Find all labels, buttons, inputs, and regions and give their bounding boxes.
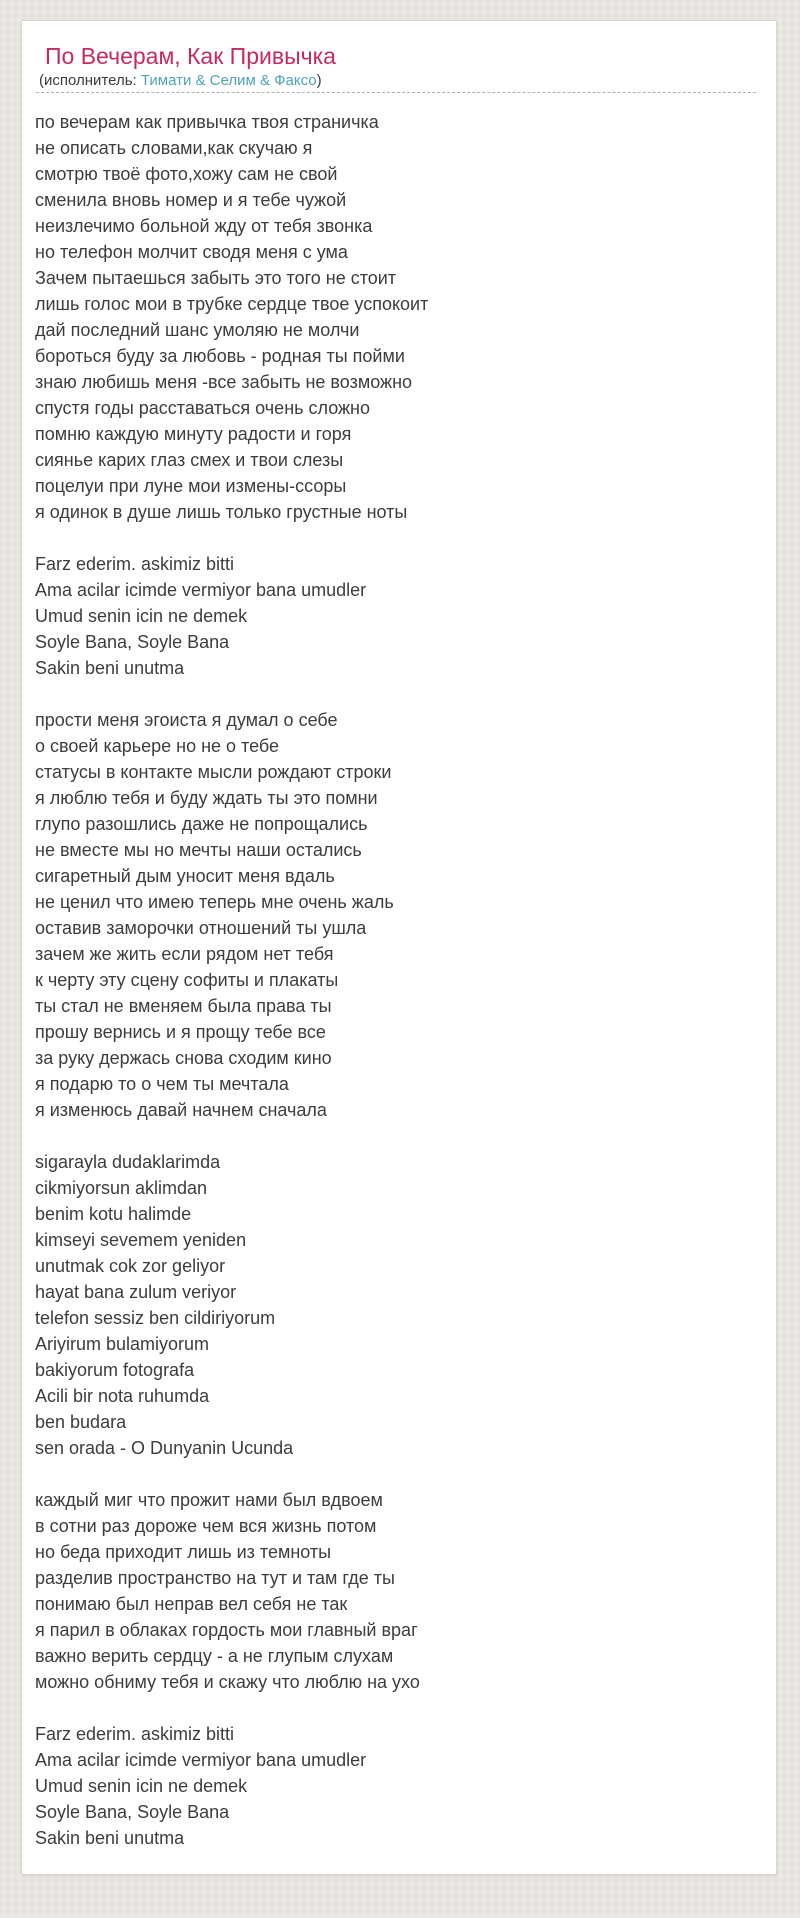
lyrics-line: сигаретный дым уносит меня вдаль	[35, 866, 335, 886]
lyrics-line: статусы в контакте мысли рождают строки	[35, 762, 392, 782]
lyrics-line: знаю любишь меня -все забыть не возможно	[35, 372, 413, 392]
stanza	[35, 707, 756, 1123]
lyrics-line: помню каждую минуту радости и горя	[35, 424, 352, 444]
lyrics-line: важно верить сердцу - а не глупым слухам	[35, 1646, 394, 1666]
lyrics-line: прошу вернись и я прощу тебе все	[35, 1022, 326, 1042]
lyrics-line: бороться буду за любовь - родная ты пойми	[35, 346, 405, 366]
artist-label: (исполнитель:	[39, 72, 141, 89]
lyrics-line: ben budara	[35, 1412, 127, 1432]
lyrics-line: каждый миг что прожит нами был вдвоем	[35, 1490, 383, 1510]
artist-label-suffix: )	[316, 72, 322, 89]
stanza	[35, 109, 756, 525]
artist-link[interactable]: Тимати & Селим & Факсо	[140, 72, 317, 89]
lyrics-line: прости меня эгоиста я думал о себе	[35, 710, 338, 730]
lyrics-line: но беда приходит лишь из темноты	[35, 1542, 332, 1562]
dashed-separator	[36, 92, 756, 93]
lyrics-line: не вместе мы но мечты наши остались	[35, 840, 362, 860]
lyrics-line: спустя годы расставаться очень сложно	[35, 398, 371, 418]
lyrics-line: сменила вновь номер и я тебе чужой	[35, 190, 347, 210]
lyrics-line: bakiyorum fotografa	[35, 1360, 195, 1380]
lyrics-line: я одинок в душе лишь только грустные ноты	[35, 502, 408, 522]
lyrics-line: я люблю тебя и буду ждать ты это помни	[35, 788, 378, 808]
lyrics-line: я парил в облаках гордость мои главный враг	[35, 1620, 418, 1640]
lyrics-line: Farz ederim. askimiz bitti	[35, 554, 235, 574]
lyrics-line: hayat bana zulum veriyor	[35, 1282, 237, 1302]
lyrics-line: по вечерам как привычка твоя страничка	[35, 112, 379, 132]
lyrics-line: benim kotu halimde	[35, 1204, 192, 1224]
artist-line	[39, 72, 756, 89]
stanza	[35, 1487, 756, 1695]
lyrics-line: смотрю твоё фото,хожу сам не свой	[35, 164, 338, 184]
song-header	[22, 21, 776, 89]
lyrics-line: в сотни раз дороже чем вся жизнь потом	[35, 1516, 377, 1536]
stanza	[35, 551, 756, 681]
lyrics-line: Soyle Bana, Soyle Bana	[35, 632, 230, 652]
song-title: По Вечерам, Как Привычка	[45, 43, 336, 69]
lyrics-line: оставив заморочки отношений ты ушла	[35, 918, 367, 938]
lyrics-line: kimseyi sevemem yeniden	[35, 1230, 247, 1250]
lyrics-line: Ama acilar icimde vermiyor bana umudler	[35, 1750, 367, 1770]
lyrics-line: глупо разошлись даже не попрощались	[35, 814, 368, 834]
lyrics-line: sigarayla dudaklarimda	[35, 1152, 221, 1172]
lyrics-line: но телефон молчит сводя меня с ума	[35, 242, 348, 262]
lyrics-line: неизлечимо больной жду от тебя звонка	[35, 216, 373, 236]
lyrics-line: Ariyirum bulamiyorum	[35, 1334, 210, 1354]
stanza	[35, 1721, 756, 1851]
lyrics-line: сиянье карих глаз смех и твои слезы	[35, 450, 344, 470]
lyrics-line: поцелуи при луне мои измены-ссоры	[35, 476, 347, 496]
lyrics-line: к черту эту сцену софиты и плакаты	[35, 970, 339, 990]
lyrics-line: зачем же жить если рядом нет тебя	[35, 944, 334, 964]
page-background	[0, 20, 800, 1918]
lyrics-line: Soyle Bana, Soyle Bana	[35, 1802, 230, 1822]
lyrics-line: Ama acilar icimde vermiyor bana umudler	[35, 580, 367, 600]
lyrics-card	[21, 20, 777, 1875]
lyrics-line: Acili bir nota ruhumda	[35, 1386, 210, 1406]
lyrics-line: о своей карьере но не о тебе	[35, 736, 280, 756]
lyrics-line: можно обниму тебя и скажу что люблю на ухо	[35, 1672, 420, 1692]
lyrics-line: не описать словами,как скучаю я	[35, 138, 313, 158]
lyrics-line: Farz ederim. askimiz bitti	[35, 1724, 235, 1744]
lyrics-line: sen orada - O Dunyanin Ucunda	[35, 1438, 294, 1458]
lyrics-line: лишь голос мои в трубке сердце твое успокоит	[35, 294, 429, 314]
lyrics-line: не ценил что имею теперь мне очень жаль	[35, 892, 394, 912]
lyrics-line: telefon sessiz ben cildiriyorum	[35, 1308, 276, 1328]
lyrics-line: Sakin beni unutma	[35, 1828, 185, 1848]
lyrics-line: Umud senin icin ne demek	[35, 606, 248, 626]
lyrics-line: Зачем пытаешься забыть это того не стоит	[35, 268, 397, 288]
lyrics-line: unutmak cok zor geliyor	[35, 1256, 226, 1276]
lyrics-line: cikmiyorsun aklimdan	[35, 1178, 208, 1198]
lyrics-line: понимаю был неправ вел себя не так	[35, 1594, 348, 1614]
lyrics-line: за руку держась снова сходим кино	[35, 1048, 332, 1068]
lyrics-line: дай последний шанс умоляю не молчи	[35, 320, 360, 340]
lyrics-line: Umud senin icin ne demek	[35, 1776, 248, 1796]
lyrics-line: я изменюсь давай начнем сначала	[35, 1100, 327, 1120]
lyrics-line: Sakin beni unutma	[35, 658, 185, 678]
lyrics-line: ты стал не вменяем была права ты	[35, 996, 332, 1016]
stanza	[35, 1149, 756, 1461]
lyrics-text	[35, 109, 756, 1851]
lyrics-line: разделив пространство на тут и там где ты	[35, 1568, 395, 1588]
lyrics-line: я подарю то о чем ты мечтала	[35, 1074, 289, 1094]
